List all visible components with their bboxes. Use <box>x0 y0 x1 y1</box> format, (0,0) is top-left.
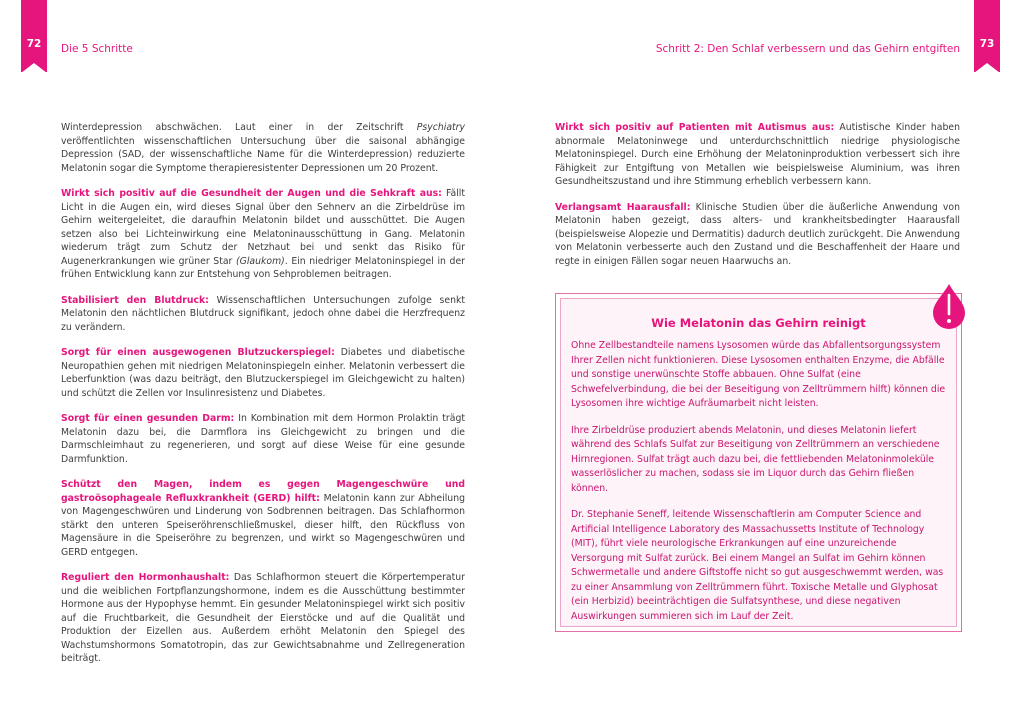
autism-paragraph <box>555 121 960 189</box>
paragraph-text-end: . Ein niedriger Melatoninspiegel in der frühen Entwicklung kann zur Entstehung von Sehproblemen beitragen. <box>61 255 465 280</box>
paragraph-lead: Sorgt für einen gesunden Darm: <box>61 413 235 424</box>
left-page-number: 72 <box>26 38 42 50</box>
blood-pressure-paragraph <box>61 294 465 335</box>
paragraph-lead: Schützt den Magen, indem es gegen Magengeschwüre und gastroösophageale Refluxkrankheit (GERD) hilft: <box>61 479 465 504</box>
info-box-paragraph: Ohne Zellbestandteile namens Lysosomen würde das Abfallentsorgungssystem Ihrer Zellen nicht funktionieren. Diese Lysosomen enthalten Enzyme, die Abfälle und sonstige unerwünschte Stoffe abbauen. Ohne Sulfat (eine Schwefelverbindung, die bei der Beseitigung von Zelltrümmern hilft) können die Lysosomen ihre wichtige Aufräumarbeit nicht leisten. <box>571 340 946 409</box>
paragraph-lead: Reguliert den Hormonhaushalt: <box>61 572 230 583</box>
paragraph-text: Autistische Kinder haben abnormale Melatoninwege und unterdurchschnittlich niedrige physiologische Melatoninspiegel. Durch eine Erhöhung der Melatoninproduktion verbessert sich ihre Fähigkeit zur Entgiftung von Metallen wie beispielsweise Aluminium, was ihren Gesundheitszustand und ihre Stimmung erheblich verbessern kann. <box>555 122 960 187</box>
hair-loss-paragraph <box>555 201 960 269</box>
info-box <box>555 293 962 632</box>
glaukom-term: (Glaukom) <box>236 255 285 267</box>
right-page-tab <box>974 0 1000 72</box>
blood-sugar-paragraph <box>61 346 465 400</box>
paragraph-text: Fällt Licht in die Augen ein, wird dieses Signal über den Sehnerv an die Zirbeldrüse im Gehirn weitergeleitet, die daraufhin Melatonin bildet und ausschüttet. Die Augen setzen also bei Lichteinwirkung eine Melatoninausschüttung in Gang. Melatonin wiederum trägt zum Schutz der Netzhaut bei und senkt das Risiko für Augenerkrankungen wie grüner Star <box>61 188 465 267</box>
stomach-paragraph <box>61 478 465 559</box>
paragraph-text: Klinische Studien über die äußerliche Anwendung von Melatonin haben gezeigt, dass alters- und krankheitsbedingter Haarausfall (beispielsweise Alopezie und Dermatitis) dadurch deutlich zurückgeht. Die Anwendung von Melatonin verbesserte auch den Zustand und die Beschaffenheit der Haare und regte in einigen Fällen sogar neuen Haarwuchs an. <box>555 201 960 267</box>
paragraph-text: Das Schlafhormon steuert die Körpertemperatur und die weiblichen Fortpflanzungshormone, indem es die Ausschüttung bestimmter Hormone aus der Hypophyse hemmt. Ein gesunder Melatoninspiegel wirkt sich positiv auf die Fruchtbarkeit, die Gesundheit der Eierstöcke und auf die Qualität und Produktion der Eizellen aus. Außerdem erhöht Melatonin den Spiegel des Wachstumshormons Somatotropin, das zur Gewichtsabnahme und Zellregeneration beiträgt. <box>61 572 465 664</box>
paragraph-lead: Wirkt sich positiv auf die Gesundheit der Augen und die Sehkraft aus: <box>61 188 442 199</box>
right-column <box>555 121 960 280</box>
paragraph-text: In Kombination mit dem Hormon Prolaktin trägt Melatonin dazu bei, die Darmflora ins Gleichgewicht zu bringen und die Darmschleimhaut zu regenerieren, und sorgt auf diese Weise für eine gesunde Darmfunktion. <box>61 413 465 465</box>
intro-text-end: veröffentlichten wissenschaftlichen Untersuchung über die saisonal abhängige Depression (SAD, der wissenschaftliche Name für die Winterdepression) reduzierte Melatonin sogar die Symptome therapieresistenter Depressionen um 20 Prozent. <box>61 135 465 174</box>
left-page-tab <box>21 0 47 72</box>
hormone-paragraph <box>61 571 465 666</box>
paragraph-lead: Wirkt sich positiv auf Patienten mit Autismus aus: <box>555 122 835 133</box>
intro-text: Winterdepression abschwächen. Laut einer in der Zeitschrift <box>61 122 417 133</box>
paragraph-text: Melatonin kann zur Abheilung von Magengeschwüren und Linderung von Sodbrennen beitragen. Das Schlafhormon stärkt den unteren Speiseröhrenschließmuskel, dieser hilft, den Rückfluss von Magensäure in die Speiseröhre zu begrenzen, und wirkt so Magengeschwüren und GERD entgegen. <box>61 492 465 558</box>
paragraph-lead: Verlangsamt Haarausfall: <box>555 201 691 213</box>
info-box-body <box>571 339 946 636</box>
paragraph-text: Diabetes und diabetische Neuropathien gehen mit niedrigen Melatoninspiegeln einher. Melatonin verbessert die Leberfunktion (was dazu beiträgt, den Blutzuckerspiegel im Gleichgewicht zu halten) und schützt die Zellen vor Insulinresistenz und Diabetes. <box>61 347 466 399</box>
paragraph-text: Wissenschaftlichen Untersuchungen zufolge senkt Melatonin den nächtlichen Blutdruck signifikant, jedoch ohne dabei die Herzfrequenz zu verändern. <box>61 294 465 333</box>
eyes-paragraph <box>61 187 465 282</box>
info-box-title: Wie Melatonin das Gehirn reinigt <box>651 316 866 330</box>
paragraph-lead: Sorgt für einen ausgewogenen Blutzuckerspiegel: <box>61 347 335 358</box>
gut-paragraph <box>61 412 465 466</box>
info-box-paragraph: Dr. Stephanie Seneff, leitende Wissenschaftlerin am Computer Science and Artificial Intelligence Laboratory des Massachussetts Institute of Technology (MIT), führt viele neurologische Erkrankungen auf eine unzureichende Versorgung mit Sulfat zurück. Bei einem Mangel an Sulfat im Gehirn können Schwermetalle und andere Giftstoffe nicht so gut ausgeschwemmt werden, was zu einer Ansammlung von Zelltrümmern führt. Toxische Metalle und Glyphosat (ein Herbizid) beeinträchtigen die Sulfatsynthese, und diese negativen Auswirkungen summieren sich im Lauf der Zeit. <box>571 509 944 622</box>
info-box-paragraph: Ihre Zirbeldrüse produziert abends Melatonin, und dieses Melatonin liefert während des Schlafs Sulfat zur Beseitigung von Zelltrümmern an verschiedene Hirnregionen. Sulfat trägt auch dazu bei, die fettliebenden Melatoninmoleküle wasserlöslicher zu machen, sodass sie im Liquor durch das Gehirn fließen können. <box>571 424 940 494</box>
right-running-title: Schritt 2: Den Schlaf verbessern und das Gehirn entgiften <box>655 43 960 55</box>
right-page-number: 73 <box>979 38 995 50</box>
journal-name: Psychiatry <box>416 122 465 133</box>
left-column <box>61 121 465 678</box>
info-box-inner <box>560 298 957 627</box>
intro-paragraph <box>61 121 465 175</box>
left-running-title: Die 5 Schritte <box>61 43 133 55</box>
exclamation-drop-icon <box>931 283 967 329</box>
paragraph-lead: Stabilisiert den Blutdruck: <box>61 294 209 306</box>
